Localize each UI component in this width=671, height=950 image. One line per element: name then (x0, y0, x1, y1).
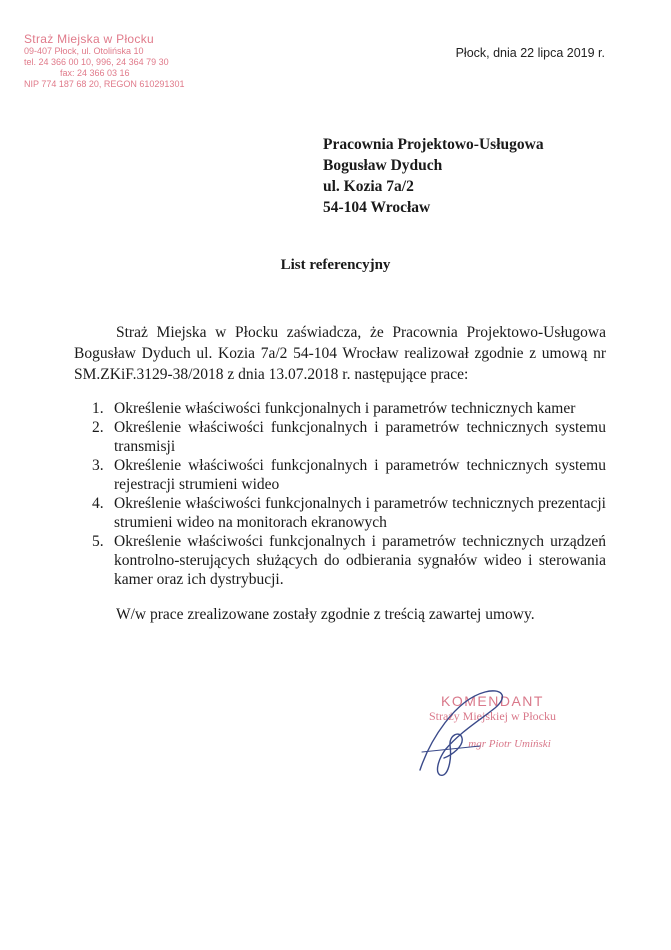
list-item-number: 1. (92, 400, 104, 417)
intro-paragraph: Straż Miejska w Płocku zaświadcza, że Pracownia Projektowo-Usługowa Bogusław Dyduch ul. Kozia 7a/2 54-104 Wrocław realizował zgodnie z umową nr SM.ZKiF.3129-38/2018 z dnia 13.07.2018 r. następujące prace: (74, 324, 606, 383)
list-item-number: 4. (92, 495, 104, 512)
handwritten-signature (400, 680, 530, 790)
stamp-institution-name: Straż Miejska w Płocku (24, 32, 154, 46)
stamp-fax: fax: 24 366 03 16 (60, 68, 130, 78)
list-item-number: 5. (92, 533, 104, 550)
stamp-ids: NIP 774 187 68 20, REGON 610291301 (24, 79, 185, 89)
document-title: List referencyjny (280, 257, 391, 273)
works-list (86, 399, 606, 589)
recipient-line: ul. Kozia 7a/2 (323, 178, 414, 195)
place-date: Płock, dnia 22 lipca 2019 r. (455, 46, 605, 60)
list-item-text: Określenie właściwości funkcjonalnych i parametrów technicznych urządzeń kontrolno-sterujących służących do odbierania sygnałów wideo i sterowania kamer oraz ich dystrybucji. (114, 533, 606, 588)
list-item (86, 418, 606, 456)
closing-paragraph: W/w prace zrealizowane zostały zgodnie z treścią zawartej umowy. (116, 606, 535, 623)
list-item-text: Określenie właściwości funkcjonalnych i parametrów technicznych kamer (114, 400, 576, 417)
list-item (86, 399, 606, 418)
stamp-address: 09-407 Płock, ul. Otolińska 10 (24, 46, 144, 56)
signature-stroke (420, 691, 502, 775)
list-item-text: Określenie właściwości funkcjonalnych i parametrów technicznych systemu transmisji (114, 419, 606, 455)
stamp-unit: Straży Miejskiej w Płocku (429, 709, 556, 723)
recipient-line: Bogusław Dyduch (323, 157, 443, 174)
header-stamp (24, 32, 194, 90)
list-item-text: Określenie właściwości funkcjonalnych i parametrów technicznych prezentacji strumieni wideo na monitorach ekranowych (114, 495, 606, 531)
list-item-text: Określenie właściwości funkcjonalnych i parametrów technicznych systemu rejestracji strumieni wideo (114, 457, 606, 493)
recipient-line: Pracownia Projektowo-Usługowa (323, 136, 544, 153)
recipient-address (323, 134, 544, 218)
stamp-title: KOMENDANT (441, 693, 544, 709)
stamp-phone: tel. 24 366 00 10, 996, 24 364 79 30 (24, 57, 169, 67)
list-item (86, 494, 606, 532)
list-item (86, 532, 606, 589)
list-item-number: 3. (92, 457, 104, 474)
recipient-line: 54-104 Wrocław (323, 199, 431, 216)
stamp-person: mgr Piotr Umiński (468, 738, 551, 750)
list-item (86, 456, 606, 494)
list-item-number: 2. (92, 419, 104, 436)
